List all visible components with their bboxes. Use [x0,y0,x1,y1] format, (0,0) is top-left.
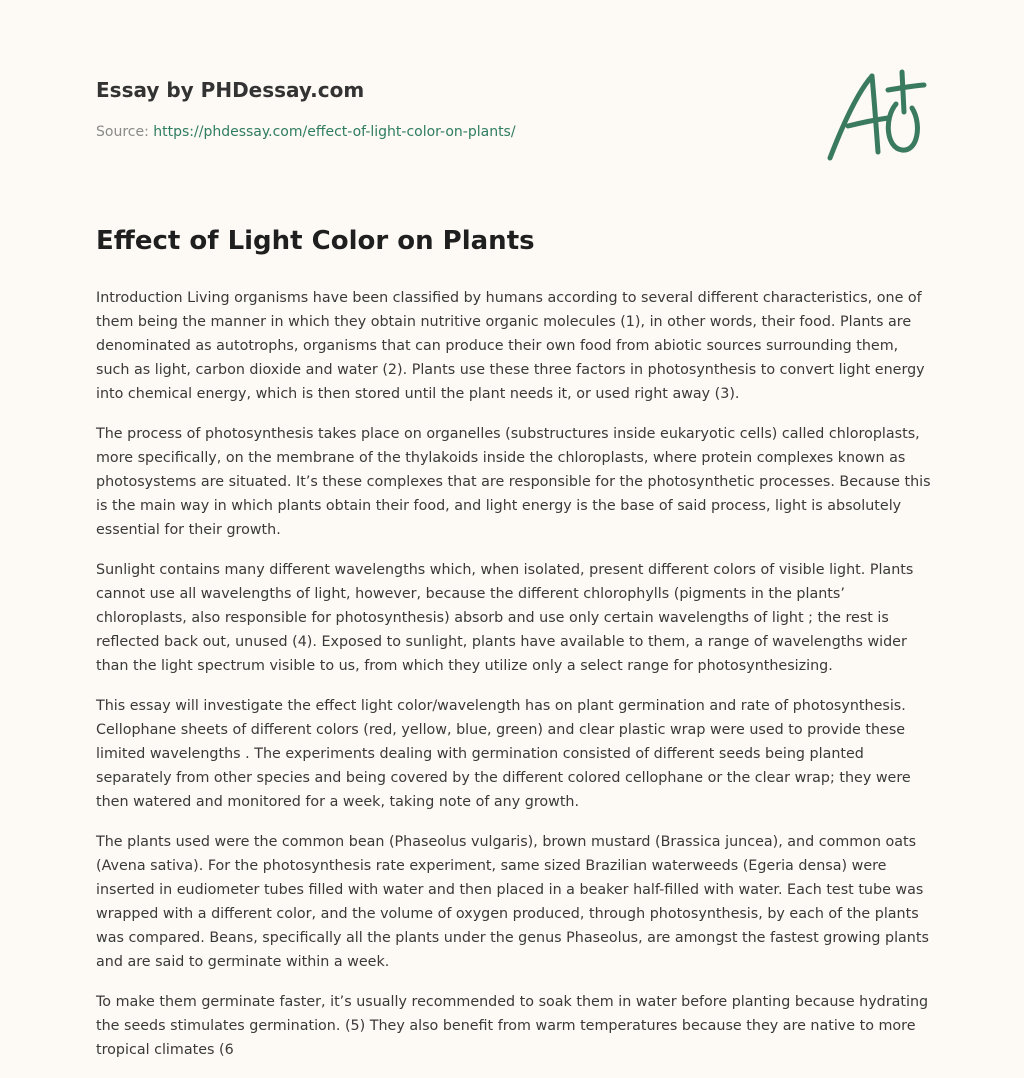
page-header [96,0,928,180]
essay-paragraph: Sunlight contains many different wavelengths which, when isolated, present different colors of visible light. Plants cannot use all wavelengths of light, however, because the different chlorophylls (pigments in the plants’ chloroplasts, also responsible for photosynthesis) absorb and use only certain wavelengths of light ; the rest is reflected back out, unused (4). Exposed to sunlight, plants have available to them, a range of wavelengths wider than the light spectrum visible to us, from which they utilize only a select range for photosynthesizing. [96,562,914,674]
source-line [96,124,516,140]
essay-title: Effect of Light Color on Plants [96,226,535,256]
source-link[interactable]: https://phdessay.com/effect-of-light-color-on-plants/ [153,124,516,140]
source-label: Source: [96,124,149,140]
essay-paragraph: This essay will investigate the effect light color/wavelength has on plant germination and rate of photosynthesis. Cellophane sheets of different colors (red, yellow, blue, green) and clear plastic wrap were used to provide these limited wavelengths . The experiments dealing with germination consisted of different seeds being planted separately from other species and being covered by the different colored cellophane or the clear wrap; they were then watered and monitored for a week, taking note of any growth. [96,698,911,810]
essay-paragraph: Introduction Living organisms have been classified by humans according to several different characteristics, one of them being the manner in which they obtain nutritive organic molecules (1), in other words, their food. Plants are denominated as autotrophs, organisms that can produce their own food from abiotic sources surrounding them, such as light, carbon dioxide and water (2). Plants use these three factors in photosynthesis to convert light energy into chemical energy, which is then stored until the plant needs it, or used right away (3). [96,290,925,402]
site-title: Essay by PHDessay.com [96,78,365,102]
a-plus-logo-icon [826,68,928,164]
essay-body [96,286,936,1078]
essay-paragraph: The plants used were the common bean (Phaseolus vulgaris), brown mustard (Brassica juncea), and common oats (Avena sativa). For the photosynthesis rate experiment, same sized Brazilian waterweeds (Egeria densa) were inserted in eudiometer tubes filled with water and then placed in a beaker half-filled with water. Each test tube was wrapped with a different color, and the volume of oxygen produced, through photosynthesis, by each of the plants was compared. Beans, specifically all the plants under the genus Phaseolus, are amongst the fastest growing plants and are said to germinate within a week. [96,834,929,970]
essay-paragraph: To make them germinate faster, it’s usually recommended to soak them in water before planting because hydrating the seeds stimulates germination. (5) They also benefit from warm temperatures because they are native to more tropical climates (6 [96,994,929,1058]
essay-paragraph: The process of photosynthesis takes place on organelles (substructures inside eukaryotic cells) called chloroplasts, more specifically, on the membrane of the thylakoids inside the chloroplasts, where protein complexes known as photosystems are situated. It’s these complexes that are responsible for the photosynthetic processes. Because this is the main way in which plants obtain their food, and light energy is the base of said process, light is absolutely essential for their growth. [96,426,931,538]
